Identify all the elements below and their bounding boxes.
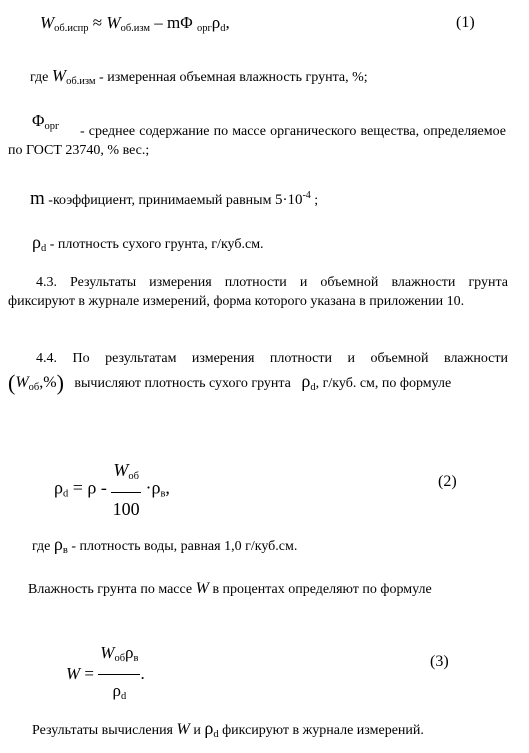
denominator (98, 675, 140, 710)
definition-rho-water (32, 535, 297, 560)
symbol-phi: Φ (180, 13, 193, 32)
operator: = (84, 663, 95, 683)
percent-label: ,% (39, 374, 57, 391)
symbol-w: W (195, 580, 209, 597)
definition-w (30, 66, 368, 91)
subscript: орг (196, 23, 212, 34)
paragraph-4-3: 4.3. Результаты измерения плотности и объемной влажности грунта фиксируют в журнале измерений, форма которого указана в приложении 10. (8, 275, 508, 309)
definition-text: -коэффициент, принимаемый равным (48, 193, 272, 208)
equation-2 (54, 457, 170, 522)
definition-rho (32, 233, 264, 258)
value: 5·10 (274, 192, 303, 208)
subscript: орг (44, 121, 60, 132)
equation-1 (40, 13, 230, 38)
definition-phi: - среднее содержание по массе органического вещества, определяемое по ГОСТ 23740, % вес.; (8, 124, 506, 158)
symbol-m: m (167, 13, 181, 32)
paragraph-text: Результаты вычисления (32, 723, 173, 738)
symbol-w: W (15, 374, 29, 391)
prefix: где (32, 539, 51, 554)
subscript: об (28, 382, 40, 393)
subscript: d (310, 382, 316, 393)
conjunction: и (193, 723, 201, 738)
equation-number: (3) (430, 653, 449, 670)
subscript: d (213, 729, 219, 740)
paragraph-mass-moisture (28, 579, 432, 599)
semicolon: ; (314, 193, 319, 208)
subscript: d (62, 488, 69, 500)
subscript: d (40, 243, 47, 254)
symbol-w: W (106, 13, 121, 32)
operator: = (72, 477, 83, 498)
exponent: -4 (302, 190, 311, 201)
paragraph-4-4-line2 (8, 372, 508, 397)
subscript: об.изм (66, 76, 96, 87)
operator: – (154, 13, 163, 32)
paragraph-text: фиксируют в журнале измерений. (222, 723, 424, 738)
symbol-rho: ρ (54, 477, 63, 498)
period: . (140, 663, 145, 683)
symbol-w: W (100, 643, 115, 662)
symbol-w: W (51, 66, 67, 85)
subscript: в (160, 488, 166, 500)
fraction (98, 640, 140, 710)
numerator (98, 640, 140, 675)
definition-text: - измеренная объемная влажность грунта, %; (99, 70, 368, 85)
paren-open: ( (8, 370, 16, 395)
symbol-rho: ρ (125, 643, 134, 662)
subscript: об.изм (120, 23, 151, 34)
subscript: d (120, 691, 127, 702)
paragraph-4-4-line1: 4.4. По результатам измерения плотности и объемной влажности (36, 351, 508, 366)
subscript: в (133, 653, 139, 664)
symbol-rho: ρ (112, 681, 121, 700)
paragraph-text: Влажность грунта по массе (28, 582, 193, 597)
definition-text: - плотность воды, равная 1,0 г/куб.см. (71, 539, 298, 554)
paragraph-text: в процентах определяют по формуле (212, 582, 432, 597)
symbol-m: m (30, 188, 45, 209)
operator: - (100, 477, 107, 498)
symbol-rho: ρ (87, 477, 97, 498)
definition-text: - плотность сухого грунта, г/куб.см. (49, 237, 264, 252)
subscript: об (114, 653, 126, 664)
paragraph-text: , г/куб. см, по формуле (315, 376, 452, 391)
comma: , (165, 477, 170, 498)
operator: · (145, 477, 152, 498)
definition-m (30, 186, 318, 210)
fraction (111, 457, 141, 522)
numerator (111, 457, 141, 493)
equation-3 (66, 640, 145, 710)
paragraph-results (32, 719, 424, 744)
symbol-rho: ρ (53, 534, 63, 554)
paragraph-text: вычисляют плотность сухого грунта (74, 376, 291, 391)
symbol-w: W (40, 13, 55, 32)
subscript: об.испр (54, 23, 89, 34)
symbol-rho: ρ (32, 232, 41, 252)
comma: , (225, 13, 230, 32)
operator: ≈ (92, 13, 103, 32)
symbol-rho: ρ (211, 13, 221, 32)
symbol-rho: ρ (151, 477, 161, 498)
symbol-rho: ρ (301, 371, 311, 391)
symbol-w: W (113, 460, 129, 480)
equation-number: (1) (456, 14, 475, 31)
subscript: d (220, 23, 226, 34)
symbol-w: W (176, 721, 190, 738)
symbol-w: W (66, 663, 81, 683)
subscript: об (128, 471, 139, 482)
prefix: где (30, 70, 49, 85)
equation-number: (2) (438, 473, 457, 490)
denominator: 100 (112, 499, 140, 519)
paren-close: ) (56, 370, 64, 395)
symbol-phi: Φ (32, 111, 45, 130)
symbol-rho: ρ (204, 718, 214, 738)
subscript: в (62, 545, 68, 556)
